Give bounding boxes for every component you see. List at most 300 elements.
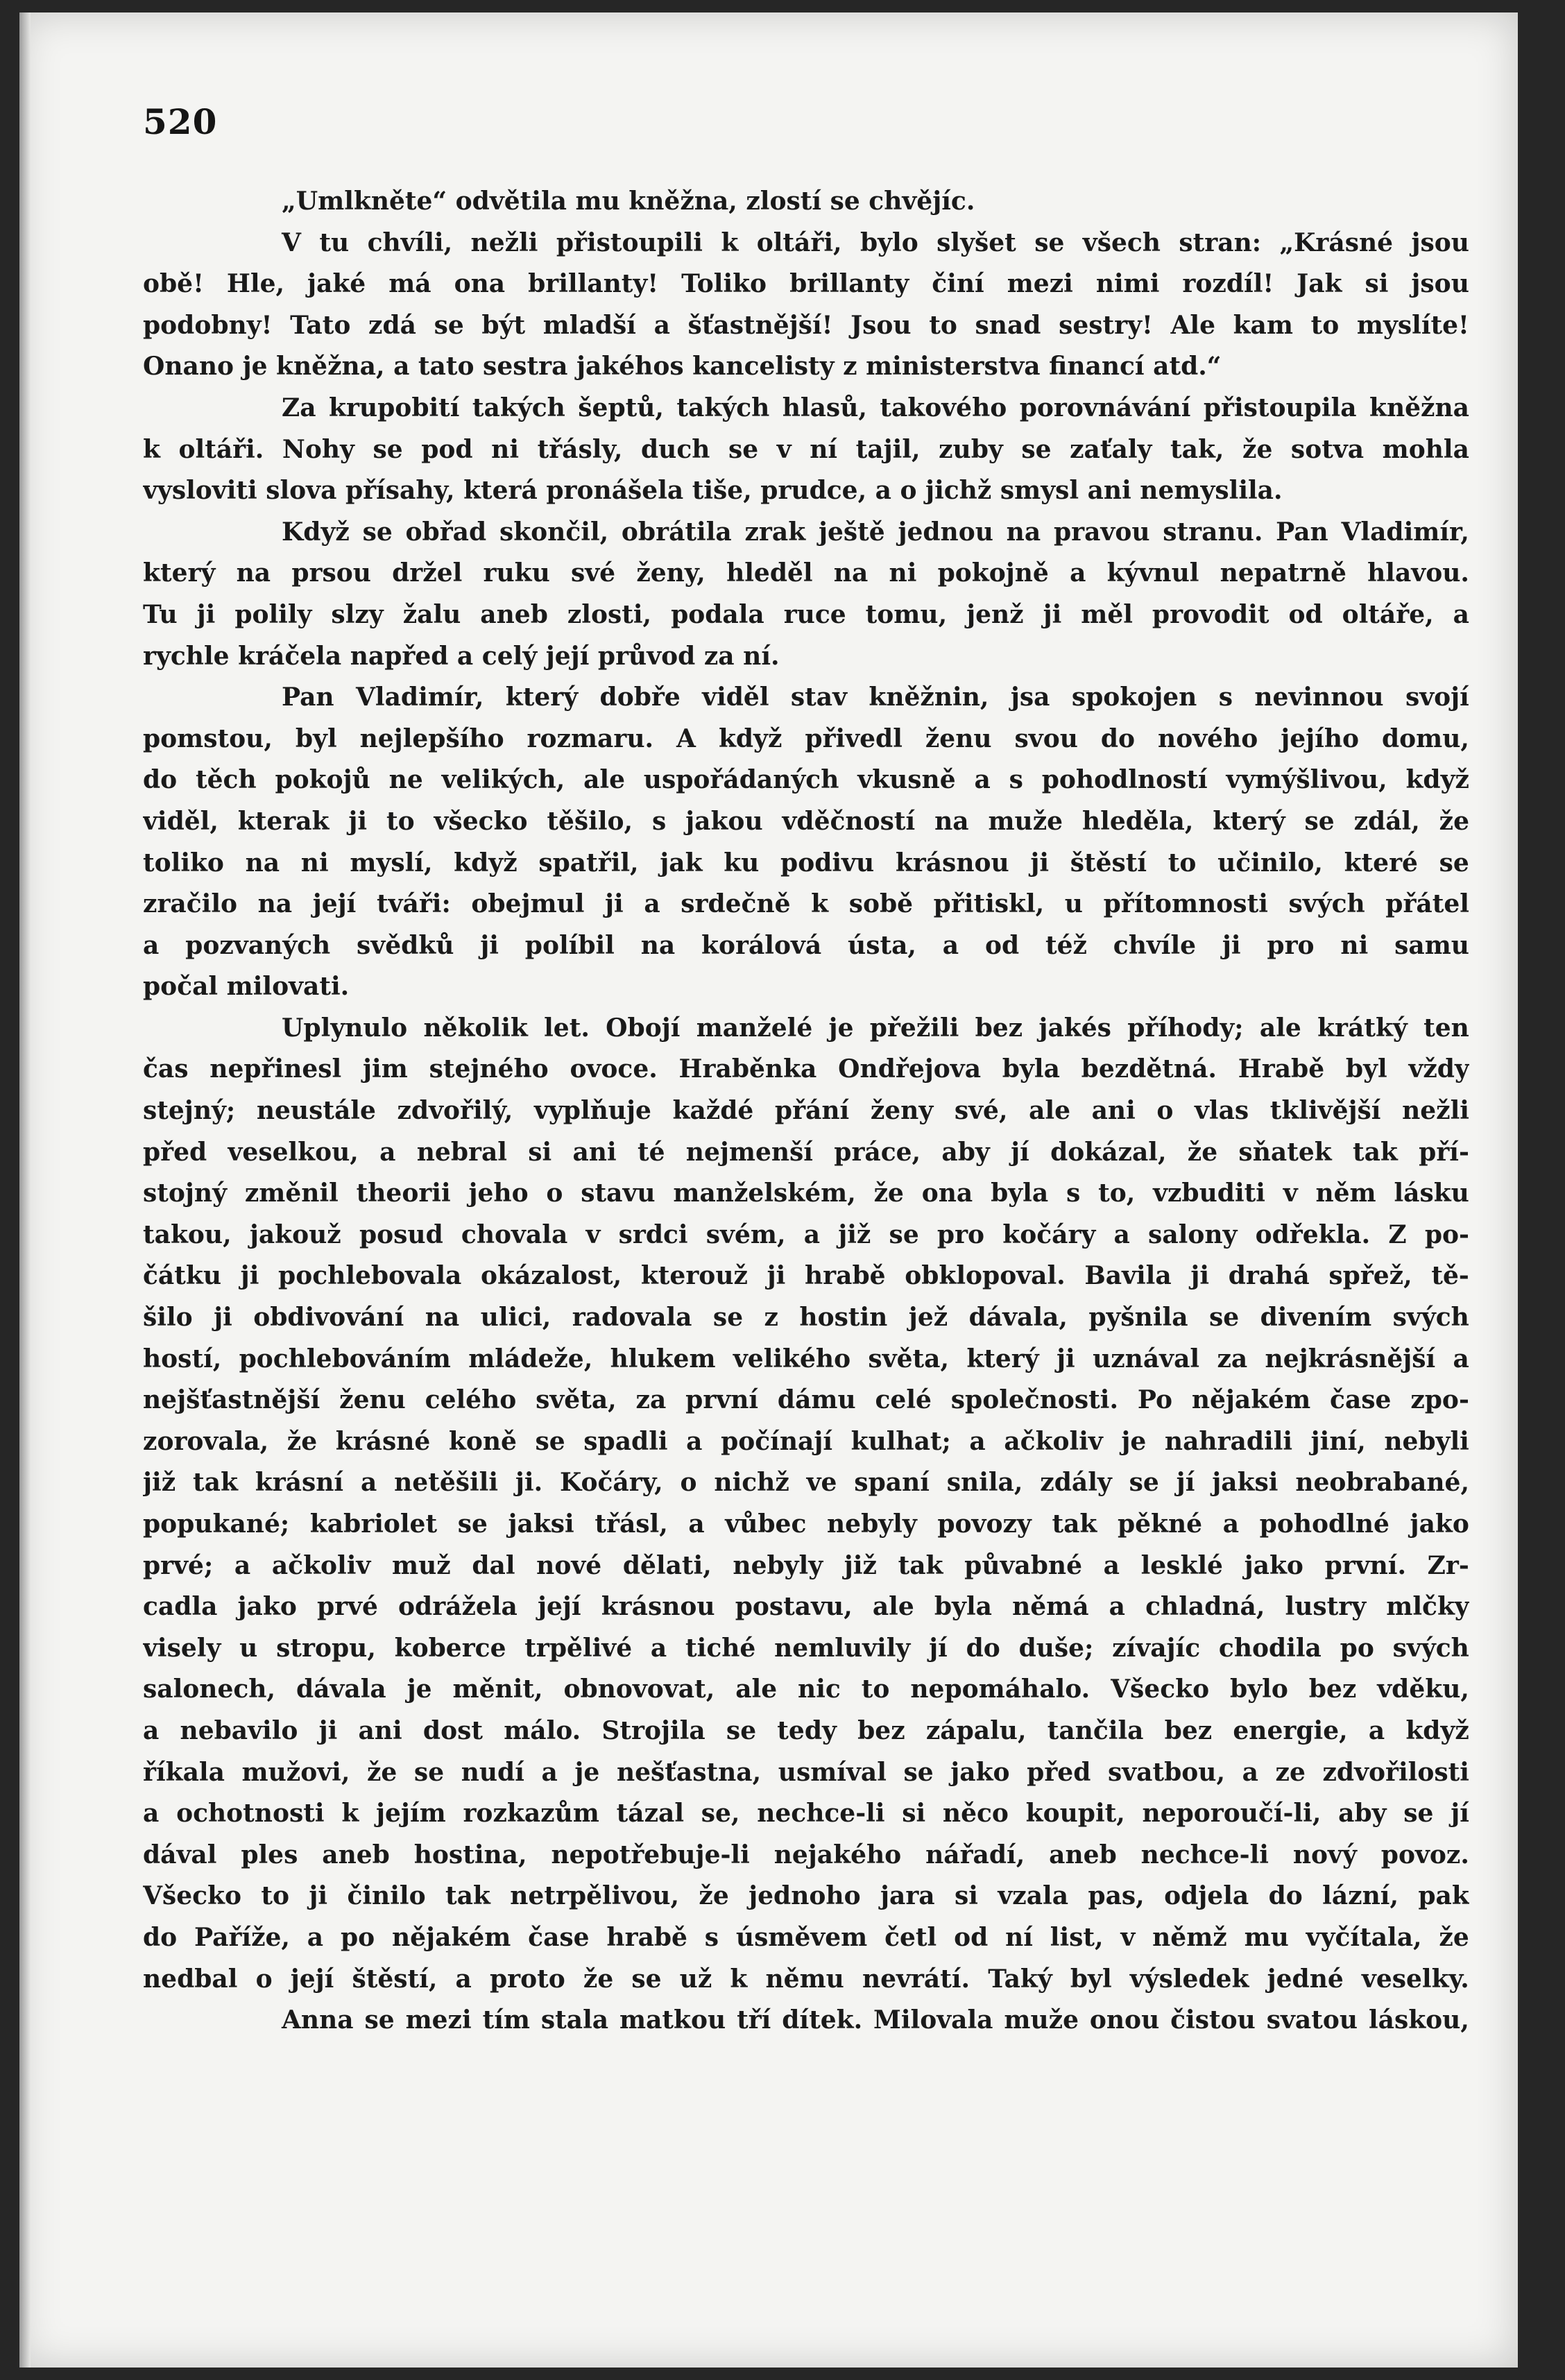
text-word: muže xyxy=(1004,2005,1079,2035)
text-word: pas, xyxy=(1088,1881,1145,1911)
text-word: duch xyxy=(641,434,710,464)
text-word: jaksi xyxy=(1212,1468,1278,1498)
text-word: kněžnin, xyxy=(869,683,989,712)
text-word: s xyxy=(651,806,667,836)
text-word: takých xyxy=(472,393,565,422)
text-word: Tato xyxy=(290,310,351,340)
text-word: do xyxy=(1100,724,1136,753)
text-word: ji xyxy=(1057,1344,1075,1373)
text-word: krásné xyxy=(335,1426,431,1456)
text-word: usmíval xyxy=(778,1757,887,1787)
text-word: ze xyxy=(1275,1757,1306,1787)
text-word: krásnou xyxy=(601,1592,715,1622)
text-word: všech xyxy=(1082,228,1161,257)
text-word: který xyxy=(966,1344,1039,1373)
text-word: přání xyxy=(774,1096,850,1126)
text-word: zračilo xyxy=(143,889,238,919)
text-word: nechce-li xyxy=(1140,1840,1269,1869)
text-word: se xyxy=(726,1715,757,1745)
text-word: ten xyxy=(1423,1013,1469,1043)
text-word: Ondřejova xyxy=(838,1054,982,1084)
text-word: němž xyxy=(1152,1922,1227,1952)
text-word: přivedl xyxy=(805,724,903,753)
text-word: k xyxy=(721,228,739,257)
text-word: změnil xyxy=(244,1179,339,1208)
text-word: pyšnila xyxy=(1088,1303,1188,1333)
text-word: když xyxy=(454,848,518,877)
text-word: zdály xyxy=(1040,1468,1112,1498)
text-word: veselky. xyxy=(1361,1964,1469,1994)
text-word: a xyxy=(969,1426,986,1456)
text-word: dávala, xyxy=(968,1303,1068,1333)
text-word: nepřinesl xyxy=(209,1054,342,1084)
text-word: činilo xyxy=(347,1881,426,1911)
text-word: ženu xyxy=(339,1385,406,1415)
text-word: odrážela xyxy=(398,1592,518,1622)
text-word: v xyxy=(1120,1922,1136,1952)
text-word: krásnou xyxy=(895,848,1009,877)
text-word: jednou xyxy=(898,517,993,547)
text-word: prvé xyxy=(316,1592,378,1622)
text-word: stejný; xyxy=(143,1096,236,1126)
text-word: dost xyxy=(422,1715,483,1745)
text-word: nebyly xyxy=(827,1509,917,1539)
text-word: nové xyxy=(536,1550,602,1580)
text-word: obnovovat, xyxy=(563,1675,715,1704)
text-word: jí xyxy=(1011,1137,1029,1167)
text-word: jsou xyxy=(1411,228,1469,257)
text-word: šeptů, xyxy=(578,393,664,422)
text-word: byla xyxy=(1002,1054,1060,1084)
text-word: ni xyxy=(491,434,519,464)
text-word: kulhat; xyxy=(850,1426,951,1456)
text-word: srdečně xyxy=(681,889,791,919)
text-word: slzy xyxy=(331,599,384,629)
text-word: Obojí xyxy=(606,1013,681,1043)
book-page xyxy=(19,12,1518,2368)
text-word: kterouž xyxy=(640,1261,748,1291)
text-word: let. xyxy=(544,1013,590,1043)
text-word: do xyxy=(143,765,178,795)
text-line xyxy=(143,1421,1469,1463)
text-line xyxy=(143,594,1469,636)
text-word: tak, xyxy=(1170,434,1224,464)
text-word: nejakého xyxy=(773,1840,902,1869)
text-word: Když xyxy=(282,517,350,547)
text-word: aby xyxy=(1338,1799,1387,1829)
text-word: srdci xyxy=(618,1219,688,1249)
text-word: té xyxy=(637,1137,665,1167)
text-word: manželé xyxy=(696,1013,813,1043)
text-word: ve xyxy=(806,1468,837,1498)
text-word: bylo xyxy=(1230,1675,1288,1704)
text-word: na xyxy=(236,558,271,588)
text-word: nebyly xyxy=(733,1550,823,1580)
text-word: výsledek xyxy=(1129,1964,1249,1994)
text-word: slyšet xyxy=(937,228,1016,257)
text-word: takých xyxy=(676,393,770,422)
text-word: čase xyxy=(1330,1385,1392,1415)
text-word: sobě xyxy=(848,889,914,919)
text-word: se xyxy=(1129,1468,1159,1498)
text-word: pohodlné xyxy=(1259,1509,1389,1539)
text-word: když xyxy=(1405,765,1469,795)
text-word: svých xyxy=(1392,1303,1469,1333)
text-word: Z xyxy=(1388,1219,1407,1249)
text-word: povozy xyxy=(937,1509,1032,1539)
text-word: chladná, xyxy=(1145,1592,1265,1622)
text-word: ještě xyxy=(818,517,885,547)
text-word: světa, xyxy=(868,1344,949,1373)
text-line-content: „Umlkněte“ odvětila mu kněžna, zlostí se chvějíc. xyxy=(282,187,975,216)
text-word: že xyxy=(583,1964,614,1994)
text-word: žalu xyxy=(402,599,461,629)
text-word: se xyxy=(1034,228,1065,257)
text-word: si xyxy=(955,1881,978,1911)
text-word: zdvořilosti xyxy=(1322,1757,1469,1787)
text-word: a xyxy=(1453,599,1469,629)
text-word: tázal xyxy=(616,1799,685,1829)
text-word: nahradili xyxy=(1164,1426,1293,1456)
text-line-content: rychle kráčela napřed a celý její průvod za ní. xyxy=(143,641,780,671)
text-word: jedné xyxy=(1267,1964,1344,1994)
text-word: obklopoval. xyxy=(905,1261,1066,1291)
text-word: ani xyxy=(1091,1096,1136,1126)
text-word: zrak xyxy=(744,517,806,547)
text-word: myslí, xyxy=(350,848,433,877)
text-word: vyplňuje xyxy=(533,1096,651,1126)
text-word: celé xyxy=(875,1385,932,1415)
text-word: nichž xyxy=(714,1468,789,1498)
text-word: a xyxy=(686,1426,703,1456)
text-word: stranu. xyxy=(1163,517,1263,547)
text-word: zlosti, xyxy=(567,599,652,629)
text-line xyxy=(143,1049,1469,1090)
text-word: se xyxy=(903,1757,934,1787)
text-word: hrabě xyxy=(606,1922,687,1952)
text-word: stran: xyxy=(1179,228,1262,257)
text-word: ni xyxy=(889,558,917,588)
text-word: ji xyxy=(309,1881,328,1911)
text-word: stav xyxy=(790,683,848,712)
text-word: ni xyxy=(300,848,329,877)
text-word: měnit, xyxy=(452,1675,543,1704)
text-word: po xyxy=(1340,1633,1374,1663)
text-word: něm xyxy=(1315,1179,1376,1208)
text-word: trpělivé xyxy=(524,1633,633,1663)
text-line xyxy=(143,1090,1469,1132)
text-word: odřekla. xyxy=(1255,1219,1371,1249)
text-word: jiní, xyxy=(1310,1426,1366,1456)
text-word: ji xyxy=(318,1715,338,1745)
text-word: se xyxy=(535,1426,565,1456)
text-word: vkusně xyxy=(857,765,956,795)
text-word: nejkrásnější xyxy=(1265,1344,1436,1373)
text-word: ní xyxy=(810,434,838,464)
text-word: tklivější xyxy=(1269,1096,1381,1126)
text-word: Uplynulo xyxy=(282,1013,408,1043)
text-word: koupit, xyxy=(1025,1799,1125,1829)
text-word: Jsou xyxy=(850,310,912,340)
text-word: a xyxy=(455,1964,472,1994)
text-word: spatřil, xyxy=(538,848,639,877)
text-word: svém, xyxy=(705,1219,786,1249)
text-word: porovnávání xyxy=(1019,393,1191,422)
text-word: Za xyxy=(282,393,316,422)
text-word: ji xyxy=(767,1261,786,1291)
text-word: něco xyxy=(942,1799,1009,1829)
text-word: Vladimír, xyxy=(1341,517,1469,547)
text-word: aneb xyxy=(480,599,548,629)
text-word: všecko xyxy=(434,806,528,836)
text-word: ji xyxy=(196,599,216,629)
text-word: oltáři, xyxy=(756,228,842,257)
text-word: činí xyxy=(932,269,984,299)
page-number: 520 xyxy=(143,101,218,142)
text-word: dobře xyxy=(599,683,681,712)
text-word: když xyxy=(718,724,782,753)
text-word: ji xyxy=(480,930,499,960)
text-word: tomu, xyxy=(865,599,948,629)
text-word: nářadí, xyxy=(925,1840,1025,1869)
text-word: četl xyxy=(884,1922,937,1952)
text-word: ale xyxy=(872,1592,914,1622)
text-word: a xyxy=(234,1550,251,1580)
text-word: lásku xyxy=(1394,1179,1469,1208)
text-word: ale xyxy=(1259,1013,1301,1043)
text-line xyxy=(143,1546,1469,1587)
text-word: a xyxy=(803,1219,821,1249)
text-line xyxy=(143,1711,1469,1752)
text-word: od xyxy=(954,1922,989,1952)
text-word: k xyxy=(143,434,160,464)
text-word: neobrabané, xyxy=(1295,1468,1469,1498)
text-word: nežli xyxy=(1402,1096,1469,1126)
text-word: domu, xyxy=(1381,724,1469,753)
text-word: ji xyxy=(605,889,624,919)
text-word: a xyxy=(974,765,991,795)
text-word: proto xyxy=(489,1964,565,1994)
text-word: za xyxy=(635,1385,667,1415)
text-word: jenž xyxy=(966,599,1024,629)
text-word: jara xyxy=(880,1881,935,1911)
text-word: a xyxy=(1222,1509,1240,1539)
text-word: jako xyxy=(1244,1550,1303,1580)
text-word: s xyxy=(1009,765,1023,795)
text-word: nebral xyxy=(416,1137,507,1167)
text-word: jakouž xyxy=(249,1219,341,1249)
text-word: láskou, xyxy=(1368,2005,1469,2035)
text-line xyxy=(143,1297,1469,1339)
text-word: vymýšlivou, xyxy=(1226,765,1387,795)
text-line xyxy=(143,388,1469,429)
text-word: Taký xyxy=(988,1964,1052,1994)
text-word: stavu xyxy=(581,1179,656,1208)
text-word: celého xyxy=(425,1385,517,1415)
text-word: ani xyxy=(358,1715,402,1745)
text-word: Všecko xyxy=(143,1881,241,1911)
text-word: pravou xyxy=(1053,517,1150,547)
text-word: Nohy xyxy=(282,434,354,464)
text-word: o xyxy=(255,1964,273,1994)
text-word: dělati, xyxy=(622,1550,712,1580)
text-word: už xyxy=(679,1964,712,1994)
text-word: podala xyxy=(671,599,764,629)
text-word: pokojně xyxy=(937,558,1049,588)
text-word: ochotnosti xyxy=(176,1799,325,1829)
text-word: nimi xyxy=(1095,269,1160,299)
text-word: pohodlností xyxy=(1041,765,1208,795)
text-word: ji xyxy=(1043,599,1062,629)
text-word: své xyxy=(571,558,616,588)
text-word: neustále xyxy=(256,1096,376,1126)
text-word: na xyxy=(833,558,869,588)
text-word: přátel xyxy=(1385,889,1469,919)
text-word: divením xyxy=(1260,1303,1372,1333)
text-line xyxy=(143,1380,1469,1421)
text-line xyxy=(143,1876,1469,1917)
text-word: se xyxy=(889,1219,919,1249)
text-word: a xyxy=(650,1633,667,1663)
text-word: je xyxy=(574,1757,600,1787)
text-word: bylo xyxy=(860,228,918,257)
text-word: Bavila xyxy=(1084,1261,1172,1291)
text-word: si xyxy=(528,1137,552,1167)
text-word: jsou xyxy=(1411,269,1469,299)
text-word: je xyxy=(407,1675,432,1704)
text-word: počínají xyxy=(721,1426,833,1456)
text-word: dával xyxy=(143,1840,217,1869)
text-word: bez xyxy=(1308,1675,1357,1704)
text-word: na xyxy=(257,889,293,919)
text-word: tak xyxy=(1352,1137,1398,1167)
text-word: obě! xyxy=(143,269,204,299)
text-word: sestry! xyxy=(1059,310,1153,340)
text-word: říkala xyxy=(143,1757,225,1787)
text-word: zdál, xyxy=(1353,806,1420,836)
text-word: zdá xyxy=(368,310,416,340)
text-word: jednoho xyxy=(749,1881,861,1911)
text-word: jí xyxy=(1451,1799,1469,1829)
text-word: chodila xyxy=(1218,1633,1322,1663)
text-line xyxy=(143,677,1469,719)
text-word: muže xyxy=(988,806,1063,836)
text-word: každé xyxy=(672,1096,754,1126)
text-word: vděčností xyxy=(782,806,916,836)
text-word: uznával xyxy=(1093,1344,1200,1373)
text-word: se, xyxy=(701,1799,740,1829)
text-word: první xyxy=(685,1385,759,1415)
text-word: jaké xyxy=(307,269,366,299)
text-word: pomstou, xyxy=(143,724,273,753)
text-word: mladší xyxy=(542,310,636,340)
text-word: svědků xyxy=(357,930,454,960)
text-line xyxy=(143,801,1469,843)
text-word: obdivování xyxy=(253,1303,404,1333)
text-word: pěkné xyxy=(1117,1509,1203,1539)
text-word: stropu, xyxy=(276,1633,376,1663)
text-word: obrátila xyxy=(621,517,732,547)
text-word: nejlepšího xyxy=(359,724,504,753)
text-word: a xyxy=(143,1799,160,1829)
text-word: spaní xyxy=(854,1468,930,1498)
text-word: Pan xyxy=(282,683,334,712)
text-word: ji xyxy=(240,1261,259,1291)
text-word: tak xyxy=(445,1881,490,1911)
text-word: od xyxy=(1288,599,1323,629)
text-word: čistou xyxy=(1170,2005,1256,2035)
text-line xyxy=(143,966,1469,1008)
text-word: neporoučí-li, xyxy=(1142,1799,1322,1829)
text-word: theorii xyxy=(356,1179,451,1208)
text-word: pro xyxy=(937,1219,985,1249)
text-word: do xyxy=(143,1922,178,1952)
text-word: jejím xyxy=(376,1799,446,1829)
text-word: drahá xyxy=(1228,1261,1310,1291)
text-word: velikého xyxy=(733,1344,851,1373)
text-word: Pan xyxy=(1276,517,1328,547)
text-word: nejmenší xyxy=(685,1137,813,1167)
text-line xyxy=(143,1793,1469,1835)
text-word: tří xyxy=(737,2005,771,2035)
text-line-content: Onano je kněžna, a tato sestra jakéhos kancelisty z ministerstva financí atd.“ xyxy=(143,352,1222,382)
text-word: šťastnější! xyxy=(687,310,833,340)
text-word: málo. xyxy=(504,1715,581,1745)
text-line xyxy=(143,1339,1469,1380)
text-word: lesklé xyxy=(1140,1550,1223,1580)
text-word: Hraběnka xyxy=(678,1054,817,1084)
text-word: pokojů xyxy=(275,765,370,795)
text-word: úsměvem xyxy=(735,1922,868,1952)
text-word: nechce-li xyxy=(757,1799,885,1829)
text-word: tak xyxy=(898,1550,943,1580)
text-word: nebyli xyxy=(1384,1426,1469,1456)
text-word: uspořádaných xyxy=(643,765,839,795)
text-word: jakou xyxy=(685,806,763,836)
text-word: tím xyxy=(482,2005,530,2035)
text-word: že xyxy=(1439,806,1469,836)
text-word: v xyxy=(1283,1179,1298,1208)
text-word: vůbec xyxy=(725,1509,807,1539)
text-word: tedy xyxy=(777,1715,837,1745)
text-word: její xyxy=(312,889,357,919)
text-line xyxy=(143,636,1469,678)
text-word: ji xyxy=(1190,1261,1210,1291)
text-word: byl xyxy=(295,724,337,753)
text-word: tiché xyxy=(685,1633,756,1663)
text-word: se xyxy=(364,2005,395,2035)
text-word: nepomáhalo. xyxy=(910,1675,1091,1704)
text-word: ani xyxy=(572,1137,617,1167)
text-word: těch xyxy=(196,765,257,795)
text-line-content: vysloviti slova přísahy, která pronášela tiše, prudce, a o jichž smysl ani nemyslila. xyxy=(143,476,1283,506)
text-word: chvíle xyxy=(1113,930,1197,960)
text-word: a xyxy=(1453,1344,1469,1373)
text-word: hlukem xyxy=(610,1344,716,1373)
text-word: vždy xyxy=(1408,1054,1469,1084)
text-word: kabriolet xyxy=(309,1509,438,1539)
text-word: lustry xyxy=(1285,1592,1367,1622)
body-text xyxy=(143,181,1469,2041)
text-word: a xyxy=(1103,1550,1120,1580)
text-word: veselkou, xyxy=(228,1137,359,1167)
text-word: vzbuditi xyxy=(1153,1179,1265,1208)
text-word: nového xyxy=(1158,724,1258,753)
text-word: a xyxy=(1368,1715,1385,1745)
text-word: kterak xyxy=(237,806,330,836)
text-word: hrabě xyxy=(804,1261,886,1291)
text-word: též xyxy=(1045,930,1087,960)
